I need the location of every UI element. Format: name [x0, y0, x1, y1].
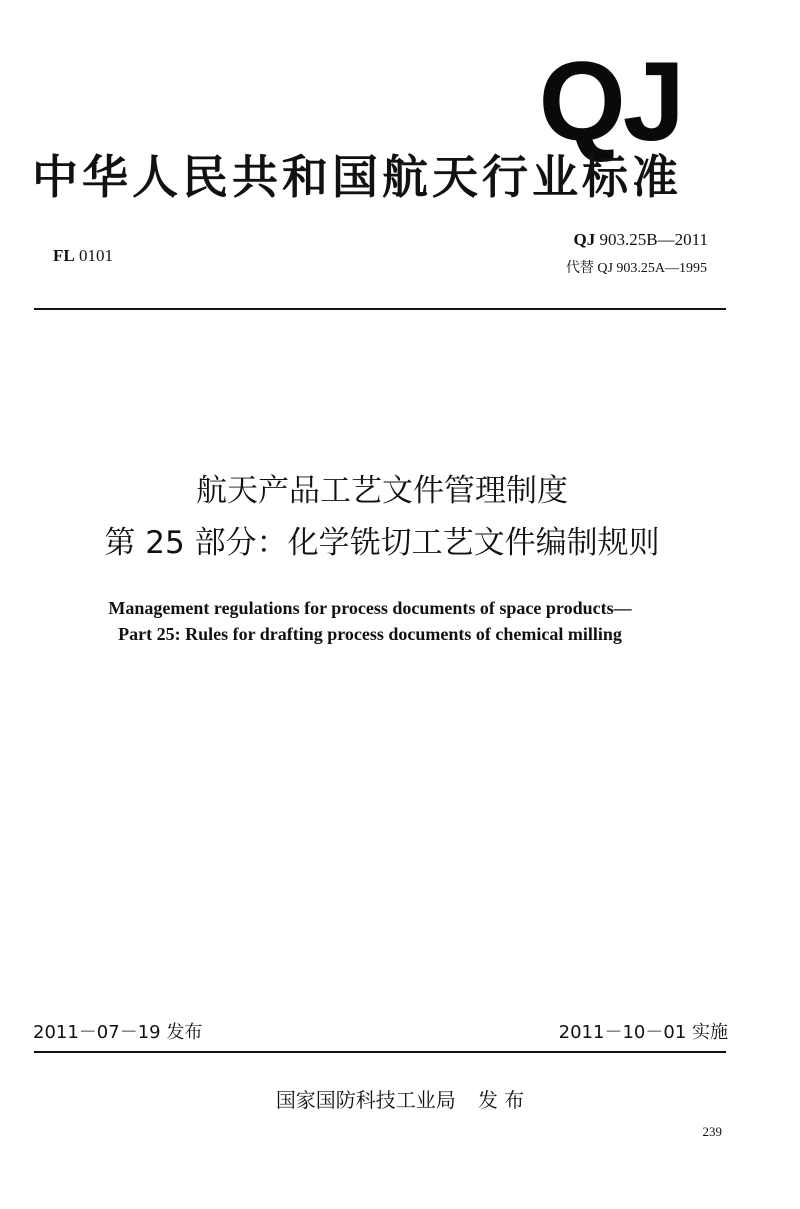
chinese-title-line-1: 航天产品工艺文件管理制度: [196, 473, 568, 509]
classification-code-prefix: FL: [53, 246, 75, 265]
standard-number-prefix: QJ: [573, 230, 596, 249]
chinese-title-line-2: 第 25 部分：化学铣切工艺文件编制规则: [104, 525, 660, 561]
bottom-divider: [34, 1051, 726, 1053]
page-number: 239: [702, 1124, 722, 1139]
org-title: 中华人民共和国航天行业标准: [32, 150, 682, 204]
publisher-action: 发 布: [477, 1088, 525, 1112]
classification-code: [53, 246, 113, 266]
standard-number: [574, 230, 708, 250]
implementation-date: 2011－10－01 实施: [558, 1022, 728, 1043]
publisher: [0, 1084, 800, 1113]
english-title-line-2: Part 25: Rules for drafting process documents of chemical milling: [118, 624, 622, 644]
top-divider: [34, 308, 726, 310]
standard-logo: QJ: [538, 39, 682, 164]
issue-date: 2011－07－19 发布: [33, 1022, 203, 1043]
publisher-name: 国家国防科技工业局: [275, 1088, 456, 1112]
classification-code-number: 0101: [78, 246, 113, 265]
standard-number-value: 903.25B—2011: [599, 230, 708, 249]
english-title-line-1: Management regulations for process documents of space products—: [108, 598, 632, 618]
replaces-standard: 代替 QJ 903.25A—1995: [565, 261, 707, 276]
